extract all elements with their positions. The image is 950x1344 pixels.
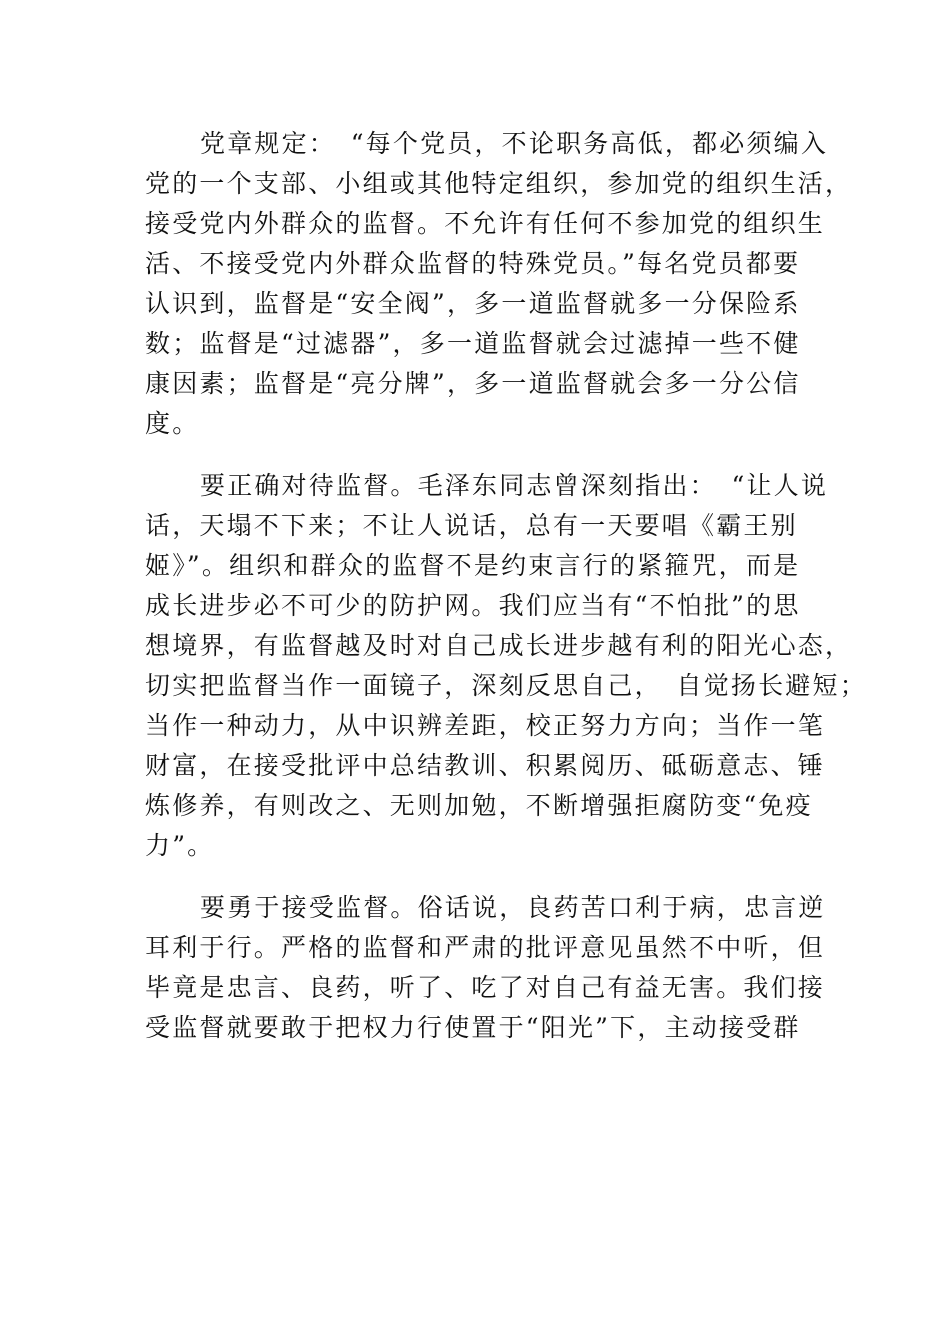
text-line: 党章规定： “每个党员，不论职务高低，都必须编入 [200, 129, 829, 158]
text-line: 炼修养，有则改之、无则加勉，不断增强拒腐防变“免疫 [145, 791, 813, 820]
text-line: 认识到，监督是“安全阀”，多一道监督就多一分保险系 [145, 289, 801, 318]
text-line: 活、不接受党内外群众监督的特殊党员。”每名党员都要 [145, 249, 801, 278]
text-line: 话，天塌不下来；不让人说话，总有一天要唱《霸王别 [145, 511, 798, 540]
text-line: 要勇于接受监督。俗话说，良药苦口利于病，忠言逆 [200, 893, 826, 922]
text-line: 财富，在接受批评中总结教训、积累阅历、砥砺意志、锤 [145, 751, 826, 780]
text-line: 成长进步必不可少的防护网。我们应当有“不怕批”的思 [145, 591, 801, 620]
text-line: 当作一种动力，从中识辨差距，校正努力方向；当作一笔 [145, 711, 826, 740]
text-line: 受监督就要敢于把权力行使置于“阳光”下，主动接受群 [145, 1013, 801, 1042]
text-line: 耳利于行。严格的监督和严肃的批评意见虽然不中听，但 [145, 933, 826, 962]
text-line: 切实把监督当作一面镜子，深刻反思自己， 自觉扬长避短； [145, 671, 867, 700]
text-line: 度。 [145, 409, 200, 438]
text-line: 接受党内外群众的监督。不允许有任何不参加党的组织生 [145, 209, 826, 238]
text-line: 要正确对待监督。毛泽东同志曾深刻指出： “让人说 [200, 471, 829, 500]
paragraph-party-constitution [145, 124, 853, 444]
text-line: 数；监督是“过滤器”，多一道监督就会过滤掉一些不健 [145, 329, 801, 358]
text-line: 力”。 [145, 831, 215, 860]
text-line: 姬》”。组织和群众的监督不是约束言行的紧箍咒，而是 [145, 551, 801, 580]
paragraph-correct-attitude [145, 466, 867, 866]
text-line: 党的一个支部、小组或其他特定组织，参加党的组织生活， [145, 169, 853, 198]
text-line: 毕竟是忠言、良药，听了、吃了对自己有益无害。我们接 [145, 973, 826, 1002]
document-body [145, 124, 867, 1048]
paragraph-accept-supervision [145, 888, 825, 1048]
text-line: 康因素；监督是“亮分牌”，多一道监督就会多一分公信 [145, 369, 801, 398]
text-line: 想境界，有监督越及时对自己成长进步越有利的阳光心态， [145, 631, 853, 660]
